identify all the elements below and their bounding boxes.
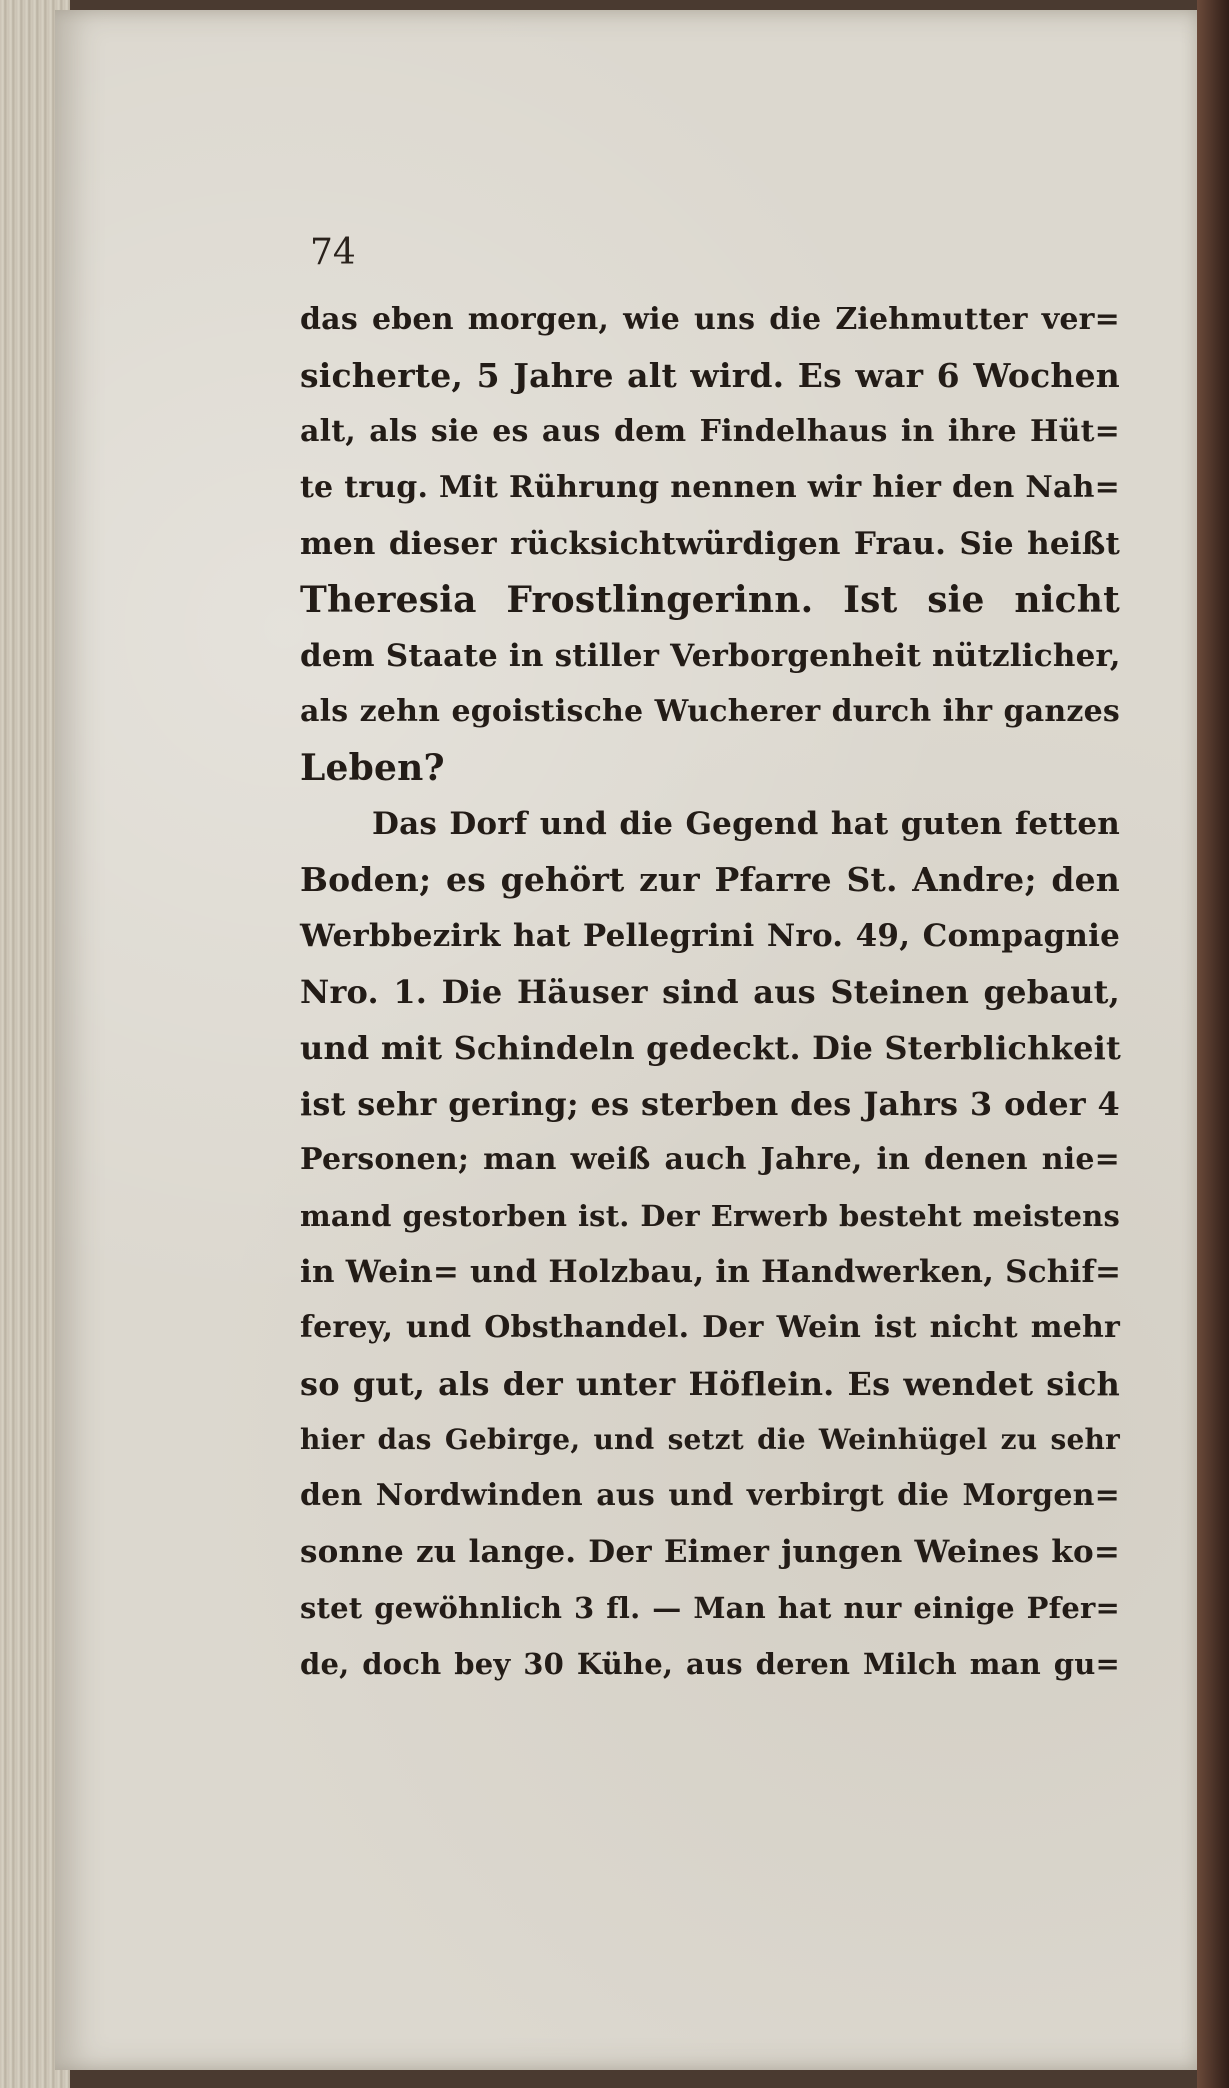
text-line: Leben? bbox=[300, 747, 445, 789]
text-line: de, doch bey 30 Kühe, aus deren Milch man gu= bbox=[300, 1647, 1120, 1681]
body-text bbox=[300, 292, 1120, 1692]
text-line: Boden; es gehört zur Pfarre St. Andre; den bbox=[300, 860, 1120, 899]
text-line: ist sehr gering; es sterben des Jahrs 3 oder 4 bbox=[300, 1085, 1120, 1123]
text-line: hier das Gebirge, und setzt die Weinhügel zu sehr bbox=[300, 1423, 1120, 1456]
text-line: so gut, als der unter Höflein. Es wendet sich bbox=[300, 1365, 1120, 1403]
text-line: Werbbezirk hat Pellegrini Nro. 49, Compagnie bbox=[300, 918, 1120, 954]
text-line: dem Staate in stiller Verborgenheit nützlicher, bbox=[300, 638, 1121, 674]
text-line: alt, als sie es aus dem Findelhaus in ihre Hüt= bbox=[300, 414, 1120, 449]
paragraph-start-line: Das Dorf und die Gegend hat guten fetten bbox=[372, 806, 1120, 842]
text-line: ferey, und Obsthandel. Der Wein ist nicht mehr bbox=[300, 1310, 1120, 1345]
text-line: Nro. 1. Die Häuser sind aus Steinen gebaut, bbox=[300, 973, 1120, 1011]
text-line: te trug. Mit Rührung nennen wir hier den Nah= bbox=[300, 470, 1120, 505]
text-line: Personen; man weiß auch Jahre, in denen nie= bbox=[300, 1142, 1120, 1177]
book-cover-edge bbox=[1197, 0, 1229, 2088]
text-line: in Wein= und Holzbau, in Handwerken, Schif= bbox=[300, 1254, 1122, 1290]
text-line: stet gewöhnlich 3 fl. — Man hat nur einige Pfer= bbox=[300, 1591, 1120, 1625]
text-line: das eben morgen, wie uns die Ziehmutter ver= bbox=[300, 302, 1120, 337]
text-line: sonne zu lange. Der Eimer jungen Weines ko= bbox=[300, 1534, 1120, 1570]
text-line: Theresia Frostlingerinn. Ist sie nicht bbox=[300, 579, 1120, 621]
text-line: den Nordwinden aus und verbirgt die Morgen= bbox=[300, 1478, 1120, 1513]
text-line: und mit Schindeln gedeckt. Die Sterblichkeit bbox=[300, 1029, 1121, 1067]
text-line: men dieser rücksichtwürdigen Frau. Sie heißt bbox=[300, 526, 1120, 562]
text-line: mand gestorben ist. Der Erwerb besteht meistens bbox=[300, 1199, 1120, 1233]
text-line: als zehn egoistische Wucherer durch ihr ganzes bbox=[300, 694, 1120, 729]
text-line: sicherte, 5 Jahre alt wird. Es war 6 Wochen bbox=[300, 356, 1120, 395]
page-number: 74 bbox=[310, 232, 356, 273]
